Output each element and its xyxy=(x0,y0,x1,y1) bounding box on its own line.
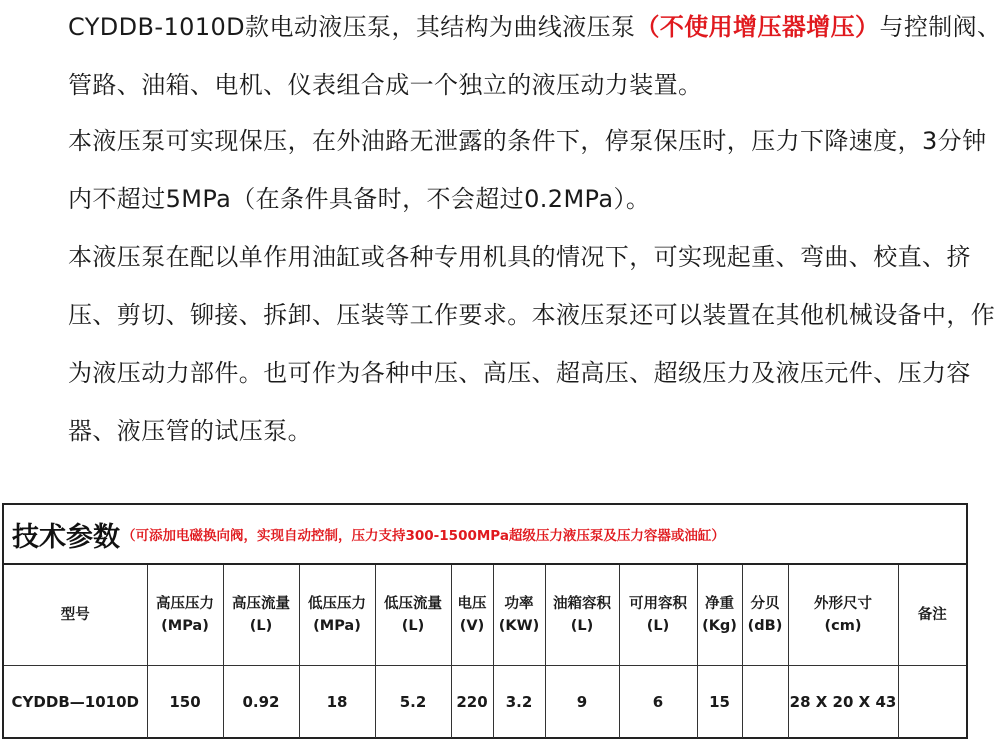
col-header-lp-pressure: 低压压力 (MPa) xyxy=(299,565,375,666)
col-header-lp-flow: 低压流量 (L) xyxy=(375,565,451,666)
table-row xyxy=(4,666,966,739)
col-header-voltage: 电压 (V) xyxy=(451,565,493,666)
cell-tank: 9 xyxy=(545,666,619,739)
spec-note: （可添加电磁换向阀，实现自动控制，压力支持300-1500MPa超级压力液压泵及压力容器或油缸） xyxy=(122,528,725,544)
col-header-remark: 备注 xyxy=(898,565,966,666)
intro-p1-tail: 与控制阀、管路、油箱、电机、仪表组合成一个独立的液压动力装置。 xyxy=(68,13,1002,99)
cell-lp-pressure: 18 xyxy=(299,666,375,739)
cell-hp-pressure: 150 xyxy=(147,666,223,739)
cell-db xyxy=(742,666,788,739)
spec-header xyxy=(4,505,966,565)
col-header-hp-pressure: 高压压力 (MPa) xyxy=(147,565,223,666)
col-header-power: 功率 (KW) xyxy=(493,565,545,666)
col-header-model: 型号 xyxy=(4,565,147,666)
col-header-size: 外形尺寸 (cm) xyxy=(788,565,898,666)
col-header-usable: 可用容积 (L) xyxy=(619,565,697,666)
spec-header-row xyxy=(4,565,966,666)
intro-p1-highlight: （不使用增压器增压） xyxy=(635,13,880,41)
cell-model: CYDDB—1010D xyxy=(4,666,147,739)
cell-weight: 15 xyxy=(697,666,742,739)
col-header-hp-flow: 高压流量 (L) xyxy=(223,565,299,666)
cell-size: 28 X 20 X 43 xyxy=(788,666,898,739)
cell-lp-flow: 5.2 xyxy=(375,666,451,739)
intro-paragraph-3: 本液压泵在配以单作用油缸或各种专用机具的情况下，可实现起重、弯曲、校直、挤压、剪切、铆接、拆卸、压装等工作要求。本液压泵还可以装置在其他机械设备中，作为液压动力部件。也可作为各种中压、高压、超高压、超级压力及液压元件、压力容器、液压管的试压泵。 xyxy=(68,243,996,445)
intro-paragraph-1 xyxy=(22,0,1004,114)
col-header-weight: 净重 (Kg) xyxy=(697,565,742,666)
spec-table xyxy=(4,565,966,738)
spec-title: 技术参数 xyxy=(12,521,120,553)
col-header-tank: 油箱容积 (L) xyxy=(545,565,619,666)
cell-power: 3.2 xyxy=(493,666,545,739)
cell-usable: 6 xyxy=(619,666,697,739)
cell-remark xyxy=(898,666,966,739)
cell-voltage: 220 xyxy=(451,666,493,739)
intro-p1-lead: CYDDB-1010D款电动液压泵，其结构为曲线液压泵 xyxy=(68,13,636,41)
spec-table-panel xyxy=(2,503,968,739)
col-header-db: 分贝 (dB) xyxy=(742,565,788,666)
intro-paragraph-2: 本液压泵可实现保压，在外油路无泄露的条件下，停泵保压时，压力下降速度，3分钟内不超过5MPa（在条件具备时，不会超过0.2MPa）。 xyxy=(68,127,987,213)
cell-hp-flow: 0.92 xyxy=(223,666,299,739)
